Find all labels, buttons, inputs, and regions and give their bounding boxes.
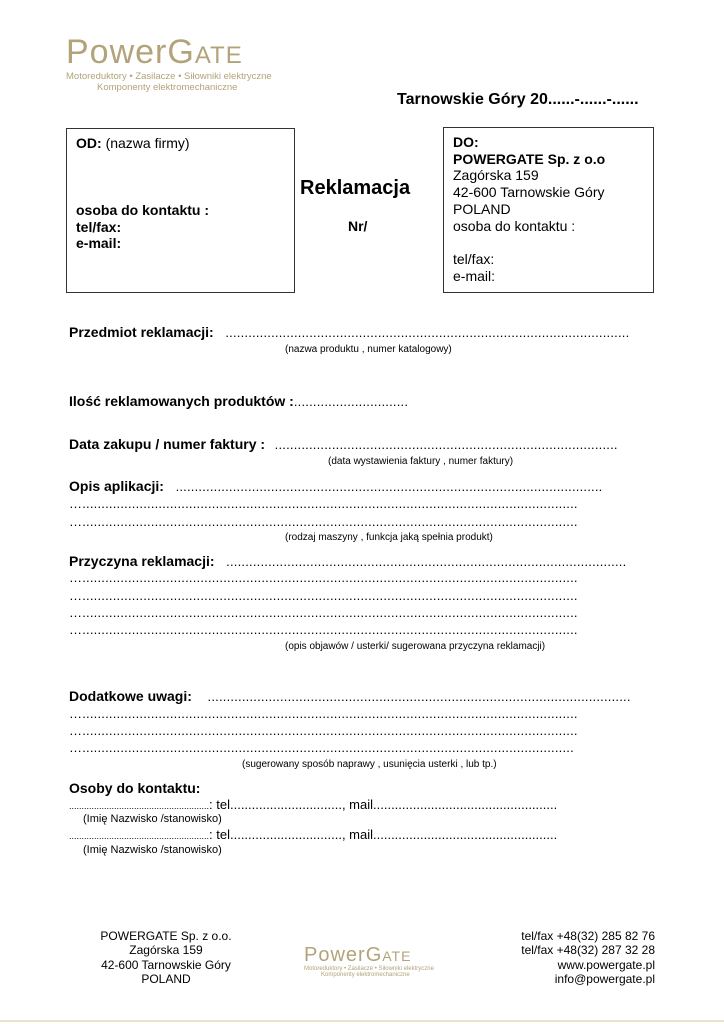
footer-tel-1: tel/fax +48(32) 285 82 76 <box>521 929 655 943</box>
footer-address <box>98 929 234 986</box>
application-line-3[interactable]: ….................................................................................................................................. <box>69 514 578 529</box>
recipient-telfax: tel/fax: <box>453 250 495 267</box>
sender-box <box>66 128 295 293</box>
recipient-country: POLAND <box>453 200 511 217</box>
do-label: DO: <box>453 134 479 150</box>
cause-label: Przyczyna reklamacji: <box>69 553 215 569</box>
application-field[interactable]: ................................................................................................................ <box>175 479 603 494</box>
footer-logo-tagline-1: Motoreduktory • Zasilacze • Siłowniki elektryczne <box>304 966 434 972</box>
logo-word-tail: Gate <box>167 33 243 71</box>
sender-telfax: tel/fax: <box>76 219 122 235</box>
contact-1-note: (Imię Nazwisko /stanowisko) <box>83 813 222 825</box>
sender-email: e-mail: <box>76 235 122 251</box>
extra-line-4[interactable]: …................................................................................................................................. <box>69 740 574 755</box>
footer-logo <box>304 944 434 978</box>
extra-line-3[interactable]: ….................................................................................................................................. <box>69 723 578 738</box>
contact-2-note: (Imię Nazwisko /stanowisko) <box>83 844 222 856</box>
footer-contact <box>521 929 655 986</box>
cause-line-2[interactable]: ….................................................................................................................................. <box>69 570 578 585</box>
extra-field[interactable]: ............................................................................................................... <box>207 689 631 704</box>
subject-field[interactable]: .......................................................................................................... <box>225 325 630 340</box>
application-line-2[interactable]: ….................................................................................................................................. <box>69 496 578 511</box>
application-note: (rodzaj maszyny , funkcja jaką spełnia produkt) <box>285 532 493 543</box>
footer-logo-tagline-2: Komponenty elektromechaniczne <box>321 972 410 978</box>
contact-2-name-field[interactable]: ........................................................ <box>69 831 210 841</box>
od-label: OD: <box>76 135 102 151</box>
od-hint: (nazwa firmy) <box>105 135 190 151</box>
extra-line-2[interactable]: ….................................................................................................................................. <box>69 706 578 721</box>
recipient-city: 42-600 Tarnowskie Góry <box>453 184 605 201</box>
extra-note: (sugerowany sposób naprawy , usunięcia usterki , lub tp.) <box>242 759 497 770</box>
subject-row[interactable] <box>69 324 659 340</box>
purchase-note: (data wystawienia faktury , numer faktury) <box>328 456 514 467</box>
place-date-line: Tarnowskie Góry 20......-......-...... <box>397 91 639 108</box>
contact-1-name-field[interactable]: ........................................................ <box>69 801 210 811</box>
extra-label: Dodatkowe uwagi: <box>69 688 192 704</box>
recipient-box <box>443 127 654 293</box>
contact-2-row[interactable] <box>69 827 659 842</box>
footer-company: POWERGATE Sp. z o.o. <box>100 929 232 943</box>
application-label: Opis aplikacji: <box>69 478 164 494</box>
cause-row[interactable] <box>69 553 659 569</box>
document-title: Reklamacja <box>300 177 411 199</box>
quantity-row[interactable] <box>69 393 659 409</box>
footer-logo-word-main: Power <box>304 944 366 966</box>
recipient-company: POWERGATE Sp. z o.o <box>453 150 606 167</box>
purchase-label: Data zakupu / numer faktury : <box>69 436 266 452</box>
contact-2-details-field[interactable]: : tel..............................., mail................................................... <box>209 827 558 842</box>
logo-tagline-2: Komponenty elektromechaniczne <box>97 82 238 93</box>
recipient-street: Zagórska 159 <box>453 167 539 184</box>
footer-email-link[interactable]: info@powergate.pl <box>554 971 655 986</box>
application-row[interactable] <box>69 478 659 494</box>
footer-street: Zagórska 159 <box>129 943 203 958</box>
recipient-email: e-mail: <box>453 267 496 284</box>
footer-logo-word-tail: Gate <box>365 944 412 966</box>
footer-country: POLAND <box>141 971 191 986</box>
quantity-label: Ilość reklamowanych produktów : <box>69 393 294 409</box>
cause-line-3[interactable]: ….................................................................................................................................. <box>69 588 578 603</box>
logo-tagline-1: Motoreduktory • Zasilacze • Siłowniki elektryczne <box>66 71 272 82</box>
purchase-field[interactable]: .......................................................................................... <box>274 437 618 452</box>
extra-row[interactable] <box>69 688 659 704</box>
contact-1-row[interactable] <box>69 797 659 812</box>
cause-field[interactable]: ......................................................................................................... <box>226 554 627 569</box>
recipient-contact-person: osoba do kontaktu : <box>453 217 576 234</box>
contact-1-details-field[interactable]: : tel..............................., mail................................................... <box>209 797 558 812</box>
quantity-field[interactable]: .............................. <box>293 394 409 409</box>
cause-line-4[interactable]: ….................................................................................................................................. <box>69 605 578 620</box>
purchase-row[interactable] <box>69 436 659 452</box>
cause-note: (opis objawów / usterki/ sugerowana przyczyna reklamacji) <box>285 641 546 652</box>
subject-label: Przedmiot reklamacji: <box>69 324 214 340</box>
subject-note: (nazwa produktu , numer katalogowy) <box>285 344 452 355</box>
contacts-label: Osoby do kontaktu: <box>69 780 201 796</box>
footer-city: 42-600 Tarnowskie Góry <box>101 957 231 972</box>
company-logo <box>66 34 272 93</box>
cause-line-5[interactable]: ….................................................................................................................................. <box>69 622 578 637</box>
document-number: Nr/ <box>348 218 368 234</box>
page-bottom-rule <box>0 1020 724 1022</box>
logo-word-main: Power <box>66 33 168 71</box>
footer-website-link[interactable]: www.powergate.pl <box>557 957 655 972</box>
sender-contact-person: osoba do kontaktu : <box>76 202 209 218</box>
footer-tel-2: tel/fax +48(32) 287 32 28 <box>521 943 655 958</box>
